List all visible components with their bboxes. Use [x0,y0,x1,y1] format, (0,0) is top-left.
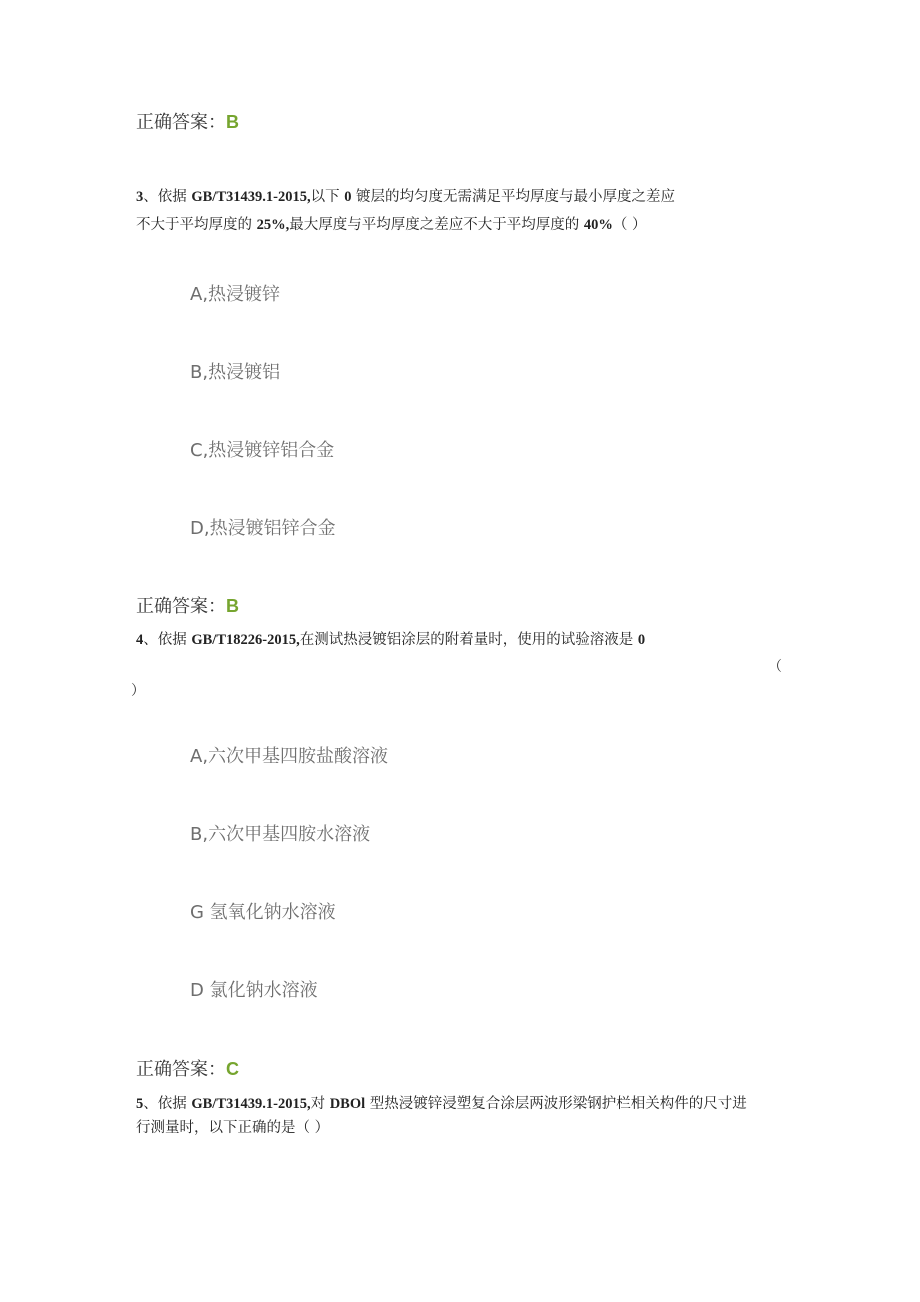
option-d[interactable]: D,热浸镀铝锌合金 [190,518,336,539]
option-d[interactable]: D 氯化钠水溶液 [190,980,318,1001]
question-text: 0 [637,632,646,648]
question-text: 在测试热浸镀铝涂层的附着量时，使用的试验溶液是 [299,632,638,648]
option-c[interactable]: G 氢氧化钠水溶液 [190,902,336,923]
answer-letter: B [226,596,239,616]
question-text: （ ） [612,217,647,233]
option-a[interactable]: A,六次甲基四胺盐酸溶液 [190,746,389,767]
close-paren: ） [131,683,145,699]
question-number: 5 [136,1096,144,1112]
standard-code: GB/T31439.1-2015, [191,1096,311,1112]
question-text: 对 [310,1096,330,1112]
standard-code: GB/T31439.1-2015, [191,189,311,205]
option-b[interactable]: B,六次甲基四胺水溶液 [190,824,371,845]
answer-line [136,108,239,134]
answer-line [136,592,239,618]
answer-line [136,1055,239,1081]
standard-code: GB/T18226-2015, [191,632,300,648]
question-text: 型热浸镀锌浸塑复合涂层两波形梁钢护栏相关构件的尺寸进 [365,1096,747,1112]
option-a[interactable]: A,热浸镀锌 [190,284,281,305]
question-number: 3 [136,189,144,205]
question-5-line-2: 行测量时，以下正确的是（ ） [136,1120,330,1136]
answer-letter: C [226,1059,239,1079]
option-c[interactable]: C,热浸镀锌铝合金 [190,440,335,461]
question-text: 最大厚度与平均厚度之差应不大于平均厚度的 [289,217,584,233]
question-text: DBOl [329,1096,366,1112]
question-text: 0 [344,189,352,205]
question-text: 、依据 [143,1096,192,1112]
answer-letter: B [226,112,239,132]
answer-label: 正确答案： [136,112,226,133]
question-number: 4 [136,632,144,648]
question-3-line-1 [136,187,675,207]
question-text: 25%, [256,217,290,233]
question-4-line-1 [136,630,645,650]
question-5-line-1 [136,1094,747,1114]
question-text: 40% [583,217,613,233]
question-text: 镀层的均匀度无需满足平均厚度与最小厚度之差应 [351,189,676,205]
answer-label: 正确答案： [136,1059,226,1080]
question-text: 、依据 [143,632,192,648]
question-text: 不大于平均厚度的 [136,217,257,233]
open-paren: （ [768,659,782,675]
question-text: 、依据 [143,189,192,205]
option-b[interactable]: B,热浸镀铝 [190,362,281,383]
question-text: 以下 [310,189,345,205]
answer-label: 正确答案： [136,596,226,617]
question-3-line-2 [136,215,646,235]
